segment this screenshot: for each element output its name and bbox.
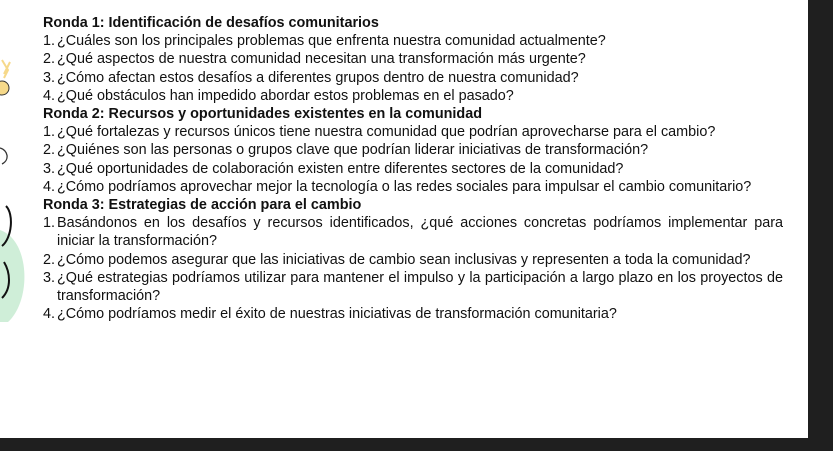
- question-text: ¿Qué oportunidades de colaboración existen entre diferentes sectores de la comunidad?: [57, 160, 624, 177]
- question-number: 1.: [43, 215, 56, 232]
- question-number: 4.: [43, 178, 56, 195]
- illustration-head: [0, 81, 9, 95]
- round-1-question-4: [43, 87, 783, 105]
- round-3-question-4: [43, 305, 783, 323]
- document-body: [43, 14, 783, 323]
- illustration-sparkle: [2, 60, 10, 78]
- round-2-question-1: [43, 123, 783, 141]
- question-text: Basándonos en los desafíos y recursos identificados, ¿qué acciones concretas podríamos implementar para iniciar la transformación?: [57, 215, 783, 250]
- question-text: ¿Qué fortalezas y recursos únicos tiene nuestra comunidad que podrían aprovecharse para el cambio?: [57, 124, 716, 141]
- round-2-question-3: [43, 160, 783, 178]
- question-number: 1.: [43, 33, 56, 50]
- round-1-question-2: [43, 50, 783, 68]
- round-2-question-2: [43, 141, 783, 159]
- question-number: 3.: [43, 69, 56, 86]
- round-3-question-2: [43, 251, 783, 269]
- question-number: 2.: [43, 51, 56, 68]
- round-3-heading: Ronda 3: Estrategias de acción para el cambio: [43, 197, 362, 214]
- question-text: ¿Qué aspectos de nuestra comunidad necesitan una transformación más urgente?: [57, 51, 586, 68]
- round-1-question-3: [43, 69, 783, 87]
- round-3-question-3: [43, 269, 783, 305]
- round-2-question-4: [43, 178, 783, 196]
- round-3-question-1: [43, 214, 783, 250]
- question-number: 1.: [43, 124, 56, 141]
- question-text: ¿Cómo podríamos aprovechar mejor la tecnología o las redes sociales para impulsar el cambio comunitario?: [57, 178, 752, 195]
- round-2-heading: Ronda 2: Recursos y oportunidades existentes en la comunidad: [43, 106, 483, 123]
- round-1-heading: Ronda 1: Identificación de desafíos comunitarios: [43, 15, 379, 31]
- round-1-question-1: [43, 32, 783, 50]
- question-number: 3.: [43, 269, 56, 286]
- question-number: 4.: [43, 306, 56, 323]
- question-text: ¿Quiénes son las personas o grupos clave que podrían liderar iniciativas de transformación?: [57, 142, 649, 159]
- question-text: ¿Qué obstáculos han impedido abordar estos problemas en el pasado?: [57, 87, 514, 104]
- question-number: 4.: [43, 87, 56, 104]
- question-text: ¿Cómo podríamos medir el éxito de nuestras iniciativas de transformación comunitaria?: [57, 306, 617, 323]
- question-number: 2.: [43, 142, 56, 159]
- question-text: ¿Qué estrategias podríamos utilizar para mantener el impulso y la participación a largo plazo en los proyectos de transformación?: [57, 269, 783, 305]
- question-number: 3.: [43, 160, 56, 177]
- question-text: ¿Cómo podemos asegurar que las iniciativas de cambio sean inclusivas y representen a toda la comunidad?: [57, 251, 751, 268]
- question-text: ¿Cuáles son los principales problemas que enfrenta nuestra comunidad actualmente?: [57, 33, 606, 50]
- decorative-illustration: [0, 0, 40, 438]
- illustration-arm: [0, 148, 7, 164]
- question-text: ¿Cómo afectan estos desafíos a diferentes grupos dentro de nuestra comunidad?: [57, 69, 579, 86]
- question-number: 2.: [43, 251, 56, 268]
